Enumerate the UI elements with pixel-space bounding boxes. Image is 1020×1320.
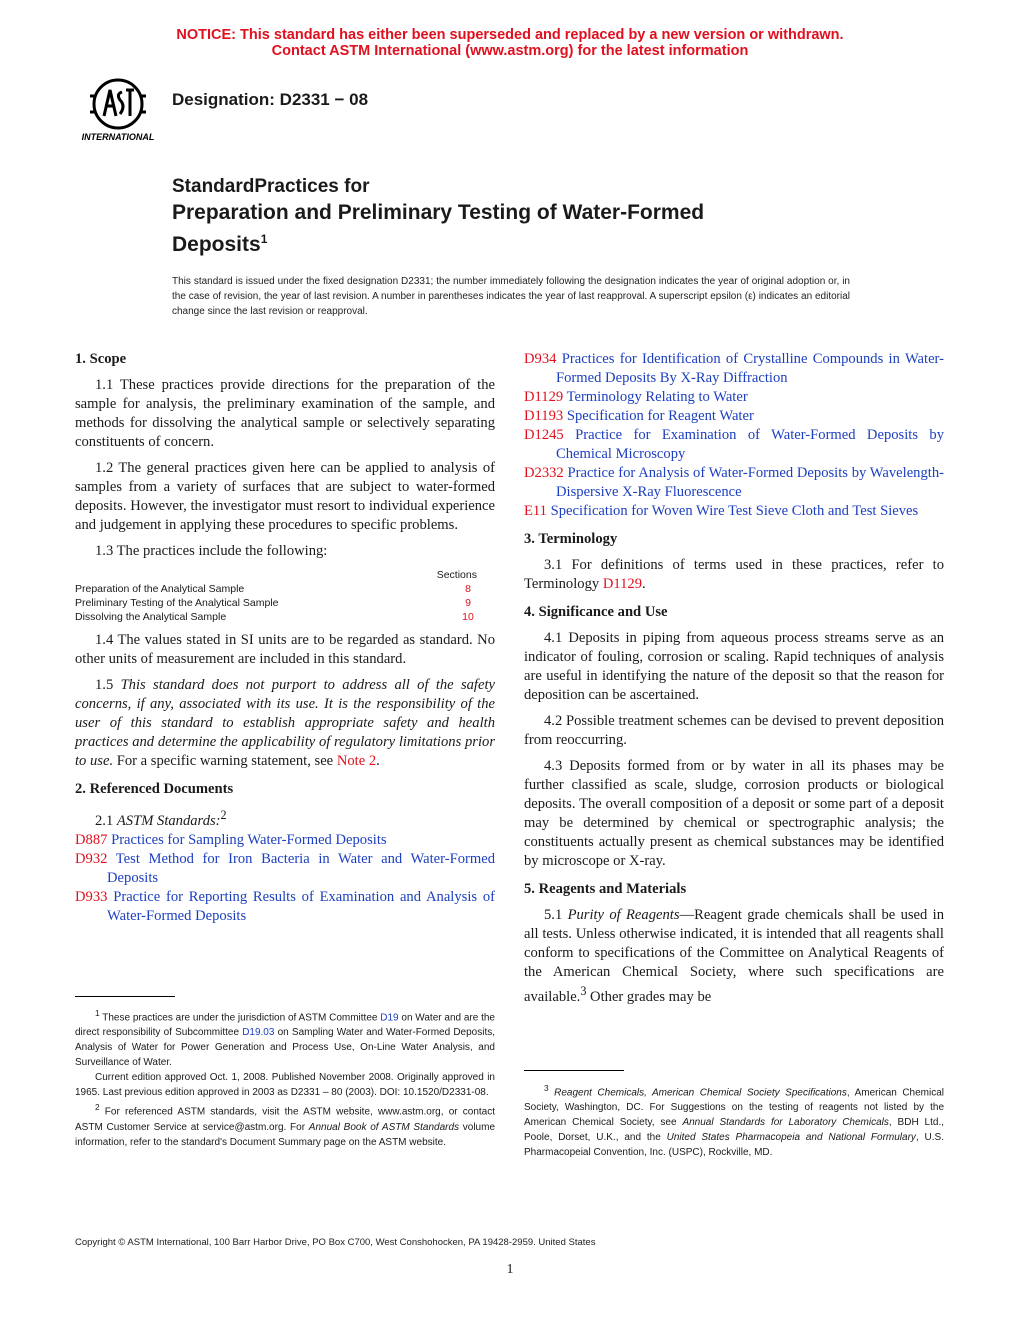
paragraph-1-1: 1.1 These practices provide directions for the preparation of the sample for analysis, the preliminary examination of the sample, and methods for dissolving the analytical sample or selectively separating constituents of concern. xyxy=(75,377,495,450)
right-column xyxy=(524,350,944,1007)
reference-item[interactable]: D1129 Terminology Relating to Water xyxy=(524,389,748,405)
reference-item[interactable]: D933 Practice for Reporting Results of Examination and Analysis of Water-Formed Deposits xyxy=(75,888,495,924)
copyright-notice: Copyright © ASTM International, 100 Barr Harbor Drive, PO Box C700, West Conshohocken, PA 19428-2959. United States xyxy=(75,1237,596,1248)
reference-item[interactable]: D934 Practices for Identification of Crystalline Compounds in Water-Formed Deposits By X-Ray Diffraction xyxy=(524,351,944,386)
footnote-3: $^3$ Reagent Chemicals, American Chemical Society Specifications, American Chemical Society, Washington, DC. For Suggestions on the testing of reagents not listed by the American Chemical Society, see Annual Standards for Laboratory Chemicals, BDH Ltd., Poole, Dorset, U.K., and the United States Pharmacopeia and National Formulary, U.S. Pharmacopeial Convention, Inc. (USPC), Rockville, MD. xyxy=(524,1083,945,1159)
sections-row: Dissolving the Analytical Sample 10 xyxy=(75,610,495,624)
left-column xyxy=(75,350,495,926)
sections-header: Sections xyxy=(436,569,477,581)
reference-item[interactable]: D887 Practices for Sampling Water-Formed Deposits xyxy=(75,831,387,848)
paragraph-5-1: 5.1 Purity of Reagents—Reagent grade chemicals shall be used in all tests. Unless otherwise indicated, it is intended that all reagents shall conform to specifications of the Committee on Analytical Reagents of the American Chemical Society, where such specifications are available.$^3$ Other grades may be xyxy=(524,907,944,1005)
footnote-divider xyxy=(524,1070,624,1071)
reference-item[interactable]: D1193 Specification for Reagent Water xyxy=(524,408,754,424)
reference-item[interactable]: D1245 Practice for Examination of Water-Formed Deposits by Chemical Microscopy xyxy=(524,427,944,462)
section-link[interactable]: 10 xyxy=(462,611,474,623)
designation: Designation: D2331 − 08 xyxy=(172,90,369,109)
footnote-2: $^2$ For referenced ASTM standards, visit the ASTM website, www.astm.org, or contact ASTM Customer Service at service@astm.org. For Annual Book of ASTM Standards volume information, refer to the standard's Document Summary page on the ASTM website. xyxy=(75,1102,496,1148)
notice-line-1: NOTICE: This standard has either been superseded and replaced by a new version or withdrawn. xyxy=(176,27,844,43)
svg-text:INTERNATIONAL: INTERNATIONAL xyxy=(81,132,155,142)
withdrawal-notice xyxy=(0,27,1020,59)
paragraph-3-1: 3.1 For definitions of terms used in these practices, refer to Terminology D1129. xyxy=(524,557,944,592)
section-link[interactable]: 9 xyxy=(465,597,471,609)
d1129-link[interactable]: D1129 xyxy=(602,576,643,592)
paragraph-4-2: 4.2 Possible treatment schemes can be devised to prevent deposition from reoccurring. xyxy=(524,713,944,748)
title-line-1: StandardPractices for xyxy=(172,176,370,197)
footnote-1-edition: Current edition approved Oct. 1, 2008. Published November 2008. Originally approved in 1965. Last previous edition approved in 2003 as D2331 – 80 (2003). DOI: 10.1520/D2331-08. xyxy=(75,1072,495,1099)
issuance-note: This standard is issued under the fixed designation D2331; the number immediately following the designation indicates the year of original adoption or, in the case of revision, the year of last revision. A number in parentheses indicates the year of last reapproval. A superscript epsilon (ε) indicates an editorial change since the last revision or reapproval. xyxy=(172,276,850,317)
sections-table xyxy=(75,568,495,624)
section-link[interactable]: 8 xyxy=(465,583,471,595)
notice-line-2: Contact ASTM International (www.astm.org) for the latest information xyxy=(271,43,749,59)
committee-link[interactable]: D19 xyxy=(380,1012,399,1024)
sections-row: Preliminary Testing of the Analytical Sample 9 xyxy=(75,596,495,610)
document-title xyxy=(172,175,704,258)
sections-row: Preparation of the Analytical Sample 8 xyxy=(75,582,495,596)
page-number: 1 xyxy=(506,1262,514,1277)
paragraph-1-2: 1.2 The general practices given here can be applied to analysis of samples from a variety of surfaces that are subject to water-formed deposits. However, the investigator must resort to individual experience and judgement in applying these procedures to specific problems. xyxy=(75,460,495,533)
paragraph-4-3: 4.3 Deposits formed from or by water in all its phases may be further classified as scale, sludge, corrosion products or biological deposits. The overall composition of a deposit or some part of a deposit may be determined by chemical or spectrographic analysis; the constituents actually present as chemical substances may be identified by microscope or X-ray. xyxy=(524,758,944,869)
astm-logo xyxy=(76,74,160,144)
section-heading-scope: 1. Scope xyxy=(75,351,127,367)
title-footnote-ref[interactable]: 1 xyxy=(260,232,268,246)
footnote-1: $^1$ These practices are under the jurisdiction of ASTM Committee D19 on Water and are the direct responsibility of Subcommittee D19.03 on Sampling Water and Water-Formed Deposits, Analysis of Water for Power Generation and Process Use, On-Line Water Analysis, and Surveillance of Water. xyxy=(75,1008,496,1069)
title-line-3: Deposits$^1$ xyxy=(172,232,268,256)
reference-item[interactable]: D2332 Practice for Analysis of Water-Formed Deposits by Wavelength-Dispersive X-Ray Fluorescence xyxy=(524,465,944,500)
paragraph-1-4: 1.4 The values stated in SI units are to be regarded as standard. No other units of measurement are included in this standard. xyxy=(75,632,495,667)
note-2-link[interactable]: Note 2 xyxy=(336,753,377,769)
paragraph-2-1: 2.1 ASTM Standards:$^2$ xyxy=(95,808,227,829)
footnotes-left xyxy=(75,1006,495,1150)
section-heading-significance: 4. Significance and Use xyxy=(524,604,668,620)
reference-item[interactable]: E11 Specification for Woven Wire Test Sieve Cloth and Test Sieves xyxy=(524,503,919,519)
section-heading-terminology: 3. Terminology xyxy=(524,531,618,547)
astm-logo-icon xyxy=(76,74,160,144)
paragraph-1-5: 1.5 This standard does not purport to address all of the safety concerns, if any, associated with its use. It is the responsibility of the user of this standard to establish appropriate safety and health practices and determine the applicability of regulatory limitations prior to use. For a specific warning statement, see Note 2. xyxy=(75,677,495,769)
footnote-divider xyxy=(75,996,175,997)
section-heading-reagents: 5. Reagents and Materials xyxy=(524,881,687,897)
section-heading-referenced-documents: 2. Referenced Documents xyxy=(75,781,234,797)
reference-item[interactable]: D932 Test Method for Iron Bacteria in Water and Water-Formed Deposits xyxy=(75,850,495,886)
paragraph-1-3: 1.3 The practices include the following: xyxy=(95,543,328,559)
subcommittee-link[interactable]: D19.03 xyxy=(242,1027,275,1039)
paragraph-4-1: 4.1 Deposits in piping from aqueous process streams serve as an indicator of fouling, corrosion or scaling. Rapid techniques of analysis are useful in identifying the nature of the deposit so that the reason for deposition can be ascertained. xyxy=(524,630,944,703)
footnotes-right xyxy=(524,1081,944,1160)
title-line-2: Preparation and Preliminary Testing of Water-Formed xyxy=(172,201,705,224)
